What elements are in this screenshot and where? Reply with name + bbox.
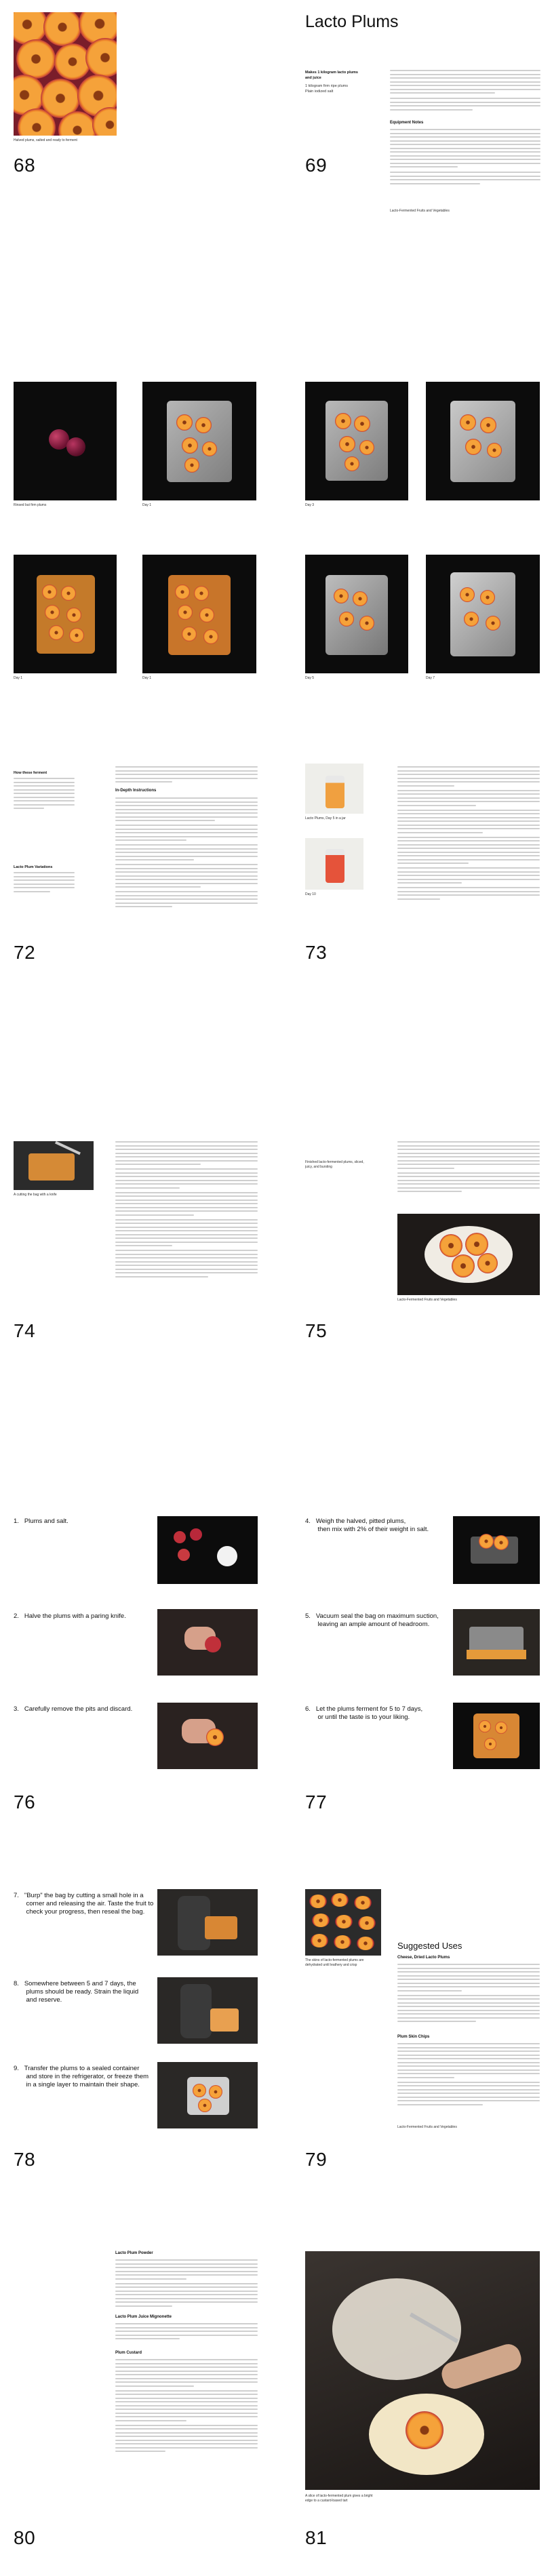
section-heading: In-Depth Instructions [115,789,157,793]
body-copy [115,2259,258,2309]
photo-caption: Halved plums, salted and ready to ferment [14,138,77,142]
bag-photo [426,555,540,673]
plums-and-salt-photo [157,1516,258,1584]
body-copy [397,766,540,902]
dehydrator-tray-photo [305,1889,381,1956]
photo-caption: Day 3 [305,503,315,507]
straining-photo [157,1977,258,2044]
fermenting-bag-photo [453,1703,540,1769]
photo-caption: Day 7 [426,676,435,680]
body-copy [115,2323,258,2342]
whole-plums-photo [14,382,117,500]
step-3: 3. Carefully remove the pits and discard. [14,1705,133,1713]
body-copy [115,1141,258,1280]
page-number: 79 [305,2149,328,2170]
photo-caption: Rinsed but firm plums [14,503,47,507]
bag-photo [305,382,408,500]
step-7: 7. "Burp" the bag by cutting a small hole in a corner and releasing the air. Taste the fruit to check your progress, then reseal the bag. [14,1892,154,1916]
page-number: 81 [305,2527,328,2548]
bag-photo [142,555,256,673]
sidebar-heading: How these ferment [14,771,47,775]
page-number: 73 [305,942,328,963]
ingredient: Plain iodized salt [305,90,334,94]
photo-caption: A slice of lacto-fermented plum gives a bright edge to a custard-based tart [305,2494,373,2503]
page-number: 68 [14,155,36,176]
section-heading: Plum Custard [115,2351,142,2355]
bag-photo [305,555,408,673]
photo-caption: The skins of lacto-fermented plums are dehydrated until leathery and crisp [305,1958,364,1967]
step-9: 9. Transfer the plums to a sealed container and store in the refrigerator, or freeze them in a single layer to maintain their shape. [14,2065,149,2088]
section-heading: Equipment Notes [390,121,424,125]
bag-photo [14,555,117,673]
page-number: 80 [14,2527,36,2548]
page-number: 77 [305,1791,328,1812]
step-6: 6. Let the plums ferment for 5 to 7 days, or until the taste is to your liking. [305,1705,423,1721]
section-heading: Lacto Plum Juice Mignonette [115,2315,172,2319]
section-heading: Suggested Uses [397,1941,462,1951]
page-number: 72 [14,942,36,963]
vacuum-seal-photo [453,1609,540,1676]
jar-photo [305,764,363,814]
step-4: 4. Weigh the halved, pitted plums, then mix with 2% of their weight in salt. [305,1518,429,1533]
weighing-photo [453,1516,540,1584]
photo-caption: Day 1 [142,503,152,507]
sidebar-copy [14,778,75,812]
page-title: Lacto Plums [305,12,399,31]
body-copy [390,129,540,186]
body-copy [397,2043,540,2107]
section-heading: Lacto Plum Powder [115,2251,153,2255]
sidebar-copy [14,872,75,894]
body-copy [115,797,258,910]
photo-caption: Day 1 [14,676,23,680]
page-number: 78 [14,2149,36,2170]
footer-note: Lacto-Fermented Fruits and Vegetables [390,209,450,213]
halving-plums-photo [157,1609,258,1676]
footer-note: Lacto-Fermented Fruits and Vegetables [397,2125,457,2129]
bag-photo [426,382,540,500]
custard-photo [305,2251,540,2490]
step-8: 8. Somewhere between 5 and 7 days, the plums should be ready. Strain the liquid and reserve. [14,1980,139,2004]
yield-info [305,70,373,94]
yield-line: and juice [305,76,321,80]
step-1: 1. Plums and salt. [14,1518,68,1525]
page-number: 74 [14,1320,36,1341]
jar-photo [305,838,363,890]
page-number: 69 [305,155,328,176]
step-5: 5. Vacuum seal the bag on maximum suction, leaving an ample amount of headroom. [305,1612,439,1628]
step-2: 2. Halve the plums with a paring knife. [14,1612,126,1620]
bag-photo [142,382,256,500]
pitting-plums-photo [157,1703,258,1769]
photo-caption: Day 5 [305,676,315,680]
subsection-heading: Cheese, Dried Lacto Plums [397,1956,450,1960]
photo-caption: Day 10 [305,892,316,896]
body-copy [115,766,258,785]
page-number: 76 [14,1791,36,1812]
body-copy [390,70,540,113]
photo-caption: Day 1 [142,676,152,680]
photo-caption: Finished lacto-fermented plums, sliced, juicy, and bursting [305,1160,364,1169]
body-copy [397,1141,540,1195]
burping-bag-photo [157,1889,258,1956]
sliced-plums-photo [397,1214,540,1295]
knife-bag-photo [14,1141,94,1190]
ingredient: 1 kilogram firm ripe plums [305,84,348,88]
photo-caption: A cutting the bag with a knife [14,1193,57,1197]
footer-note: Lacto-Fermented Fruits and Vegetables [397,1298,457,1302]
page-number: 75 [305,1320,328,1341]
photo-caption: Lacto Plums, Day 5 in a jar [305,816,346,820]
yield-line: Makes 1 kilogram lacto plums [305,71,358,75]
subsection-heading: Plum Skin Chips [397,2035,430,2039]
body-copy [397,1964,540,2025]
body-copy [115,2359,258,2455]
sidebar-heading: Lacto Plum Variations [14,865,53,869]
storing-plums-photo [157,2062,258,2128]
hero-plums-photo [14,12,117,136]
